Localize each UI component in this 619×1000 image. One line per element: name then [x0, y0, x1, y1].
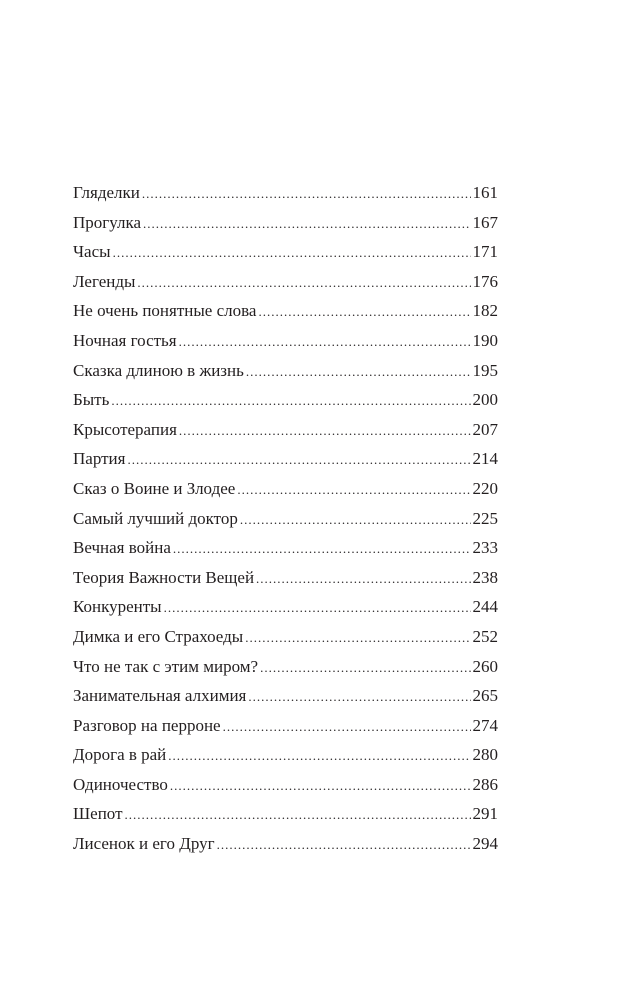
dot-leader	[127, 445, 470, 475]
toc-entry-title: Лисенок и его Друг	[73, 834, 215, 854]
dot-leader	[179, 327, 471, 357]
toc-entry-page: 260	[472, 656, 498, 676]
dot-leader	[143, 209, 470, 239]
dot-leader	[137, 268, 470, 298]
toc-entry	[73, 563, 498, 593]
toc-entry-title: Легенды	[73, 271, 136, 291]
toc-entry-page: 238	[472, 567, 498, 587]
toc-entry	[73, 208, 498, 238]
toc-entry	[73, 474, 498, 504]
toc-entry-page: 252	[472, 626, 498, 646]
toc-entry-page: 286	[472, 774, 498, 794]
toc-entry-page: 190	[472, 330, 498, 350]
toc-entry	[73, 799, 498, 829]
toc-entry-title: Крысотерапия	[73, 419, 177, 439]
dot-leader	[246, 357, 471, 387]
toc-entry-title: Прогулка	[73, 212, 142, 232]
dot-leader	[245, 623, 470, 653]
toc-entry-title: Быть	[73, 390, 110, 410]
toc-entry-title: Шепот	[73, 804, 123, 824]
toc-entry	[73, 681, 498, 711]
toc-entry	[73, 444, 498, 474]
dot-leader	[142, 179, 471, 209]
dot-leader	[125, 800, 471, 830]
toc-entry-title: Одиночество	[73, 774, 168, 794]
toc-entry	[73, 533, 498, 563]
toc-entry-title: Гляделки	[73, 183, 140, 202]
toc-entry-page: 291	[472, 804, 498, 824]
dot-leader	[237, 475, 470, 505]
toc-entry	[73, 711, 498, 741]
toc-entry-page: 200	[472, 390, 498, 410]
dot-leader	[217, 830, 471, 860]
toc-entry	[73, 267, 498, 297]
toc-entry-page: 274	[472, 715, 498, 735]
dot-leader	[240, 505, 471, 535]
toc-entry	[73, 296, 498, 326]
toc-entry	[73, 829, 498, 859]
toc-entry-title: Сказ о Воине и Злодее	[73, 478, 236, 498]
toc-entry-title: Конкуренты	[73, 597, 162, 617]
toc-entry-title: Часы	[73, 242, 111, 262]
toc-entry-page: 195	[472, 360, 498, 380]
toc-entry	[73, 770, 498, 800]
toc-entry-title: Разговор на перроне	[73, 715, 221, 735]
toc-entry-page: 214	[472, 449, 498, 469]
dot-leader	[113, 238, 471, 268]
toc-entry-title: Дорога в рай	[73, 745, 167, 765]
toc-entry-page: 280	[472, 745, 498, 765]
table-of-contents	[73, 178, 498, 859]
toc-entry	[73, 592, 498, 622]
toc-entry-title: Сказка длиною в жизнь	[73, 360, 244, 380]
toc-entry	[73, 237, 498, 267]
toc-entry-title: Вечная война	[73, 538, 171, 558]
toc-entry-title: Димка и его Страхоеды	[73, 626, 244, 646]
dot-leader	[258, 297, 470, 327]
toc-entry-page: 161	[472, 183, 498, 202]
toc-entry-title: Самый лучший доктор	[73, 508, 238, 528]
toc-entry-page: 182	[472, 301, 498, 321]
toc-entry-title: Ночная гостья	[73, 330, 177, 350]
dot-leader	[168, 741, 470, 771]
toc-entry-title: Что не так с этим миром?	[73, 656, 259, 676]
toc-entry	[73, 652, 498, 682]
toc-entry-title: Не очень понятные слова	[73, 301, 257, 321]
toc-entry	[73, 504, 498, 534]
toc-entry	[73, 740, 498, 770]
toc-entry	[73, 356, 498, 386]
toc-entry-page: 225	[472, 508, 498, 528]
toc-entry-page: 220	[472, 478, 498, 498]
dot-leader	[256, 564, 470, 594]
toc-entry	[73, 178, 498, 208]
dot-leader	[248, 682, 470, 712]
toc-entry	[73, 326, 498, 356]
dot-leader	[179, 416, 471, 446]
dot-leader	[164, 593, 471, 623]
dot-leader	[170, 771, 471, 801]
toc-entry-page: 171	[472, 242, 498, 262]
toc-entry-page: 294	[472, 834, 498, 854]
toc-entry-page: 233	[472, 538, 498, 558]
toc-entry-page: 167	[472, 212, 498, 232]
dot-leader	[111, 386, 470, 416]
dot-leader	[223, 712, 471, 742]
toc-entry-title: Занимательная алхимия	[73, 686, 247, 706]
dot-leader	[260, 653, 470, 683]
toc-entry	[73, 385, 498, 415]
dot-leader	[173, 534, 471, 564]
toc-entry-title: Партия	[73, 449, 126, 469]
toc-entry-page: 244	[472, 597, 498, 617]
toc-entry	[73, 622, 498, 652]
toc-entry-page: 207	[472, 419, 498, 439]
toc-entry-title: Теория Важности Вещей	[73, 567, 255, 587]
toc-entry-page: 265	[472, 686, 498, 706]
toc-entry-page: 176	[472, 271, 498, 291]
toc-entry	[73, 415, 498, 445]
